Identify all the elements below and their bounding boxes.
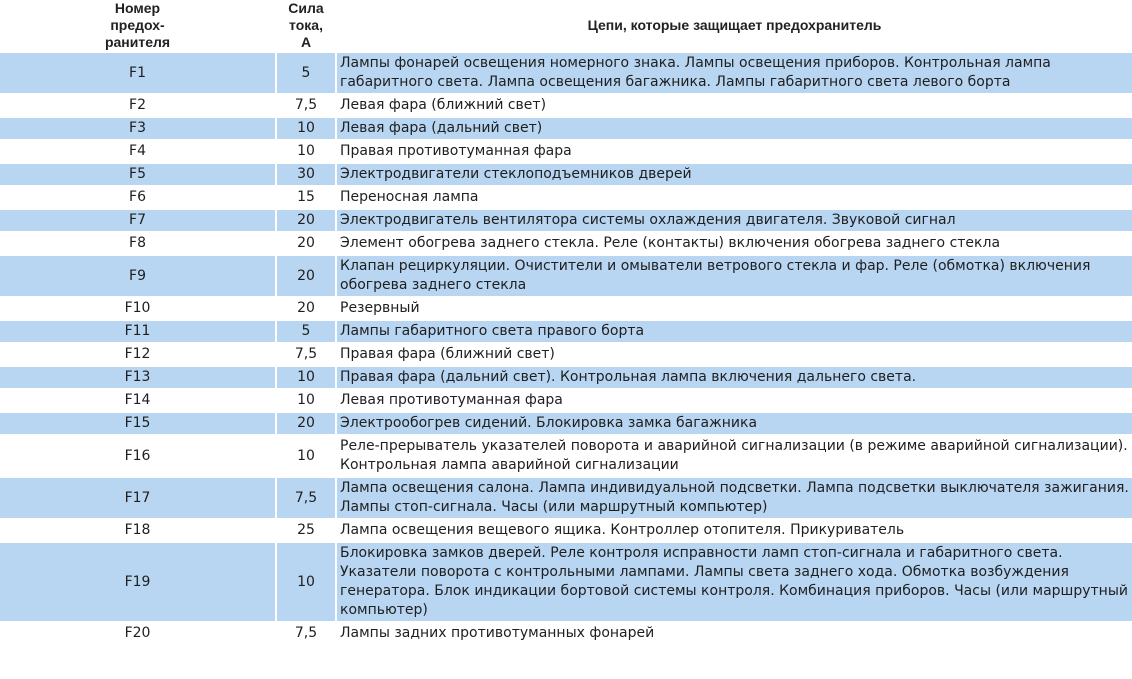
table-row [0, 141, 1132, 162]
fuse-number-cell: F14 [0, 390, 275, 411]
fuse-number-cell: F5 [0, 164, 275, 185]
current-cell: 7,5 [277, 95, 335, 116]
table-row [0, 118, 1132, 139]
fuse-rows [0, 53, 1132, 644]
circuits-cell: Левая фара (ближний свет) [337, 95, 1132, 116]
current-cell: 7,5 [277, 344, 335, 365]
fuse-number-cell: F8 [0, 233, 275, 254]
table-row [0, 520, 1132, 541]
table-row [0, 367, 1132, 388]
circuits-cell: Лампы фонарей освещения номерного знака. Лампы освещения приборов. Контрольная лампа габаритного света. Лампа освещения багажника. Лампы габаритного света левого борта [337, 53, 1132, 93]
table-row [0, 436, 1132, 476]
header-circuits-text: Цепи, которые защищает предохранитель [587, 16, 882, 33]
circuits-cell: Клапан рециркуляции. Очистители и омыватели ветрового стекла и фар. Реле (обмотка) включения обогрева заднего стекла [337, 256, 1132, 296]
current-cell: 20 [277, 298, 335, 319]
header-fuse-number [0, 0, 275, 51]
fuse-number-cell: F1 [0, 53, 275, 93]
table-row [0, 344, 1132, 365]
table-row [0, 164, 1132, 185]
table-row [0, 53, 1132, 93]
circuits-cell: Элемент обогрева заднего стекла. Реле (контакты) включения обогрева заднего стекла [337, 233, 1132, 254]
fuse-number-cell: F15 [0, 413, 275, 434]
circuits-cell: Левая противотуманная фара [337, 390, 1132, 411]
current-cell: 15 [277, 187, 335, 208]
fuse-number-cell: F4 [0, 141, 275, 162]
table-row [0, 413, 1132, 434]
current-cell: 10 [277, 367, 335, 388]
current-cell: 20 [277, 210, 335, 231]
fuse-number-cell: F10 [0, 298, 275, 319]
current-cell: 10 [277, 141, 335, 162]
fuse-number-cell: F12 [0, 344, 275, 365]
circuits-cell: Переносная лампа [337, 187, 1132, 208]
current-cell: 10 [277, 436, 335, 476]
circuits-cell: Реле-прерыватель указателей поворота и аварийной сигнализации (в режиме аварийной сигнализации). Контрольная лампа аварийной сигнализации [337, 436, 1132, 476]
current-cell: 30 [277, 164, 335, 185]
fuse-number-cell: F3 [0, 118, 275, 139]
current-cell: 7,5 [277, 478, 335, 518]
fuse-number-cell: F9 [0, 256, 275, 296]
circuits-cell: Правая фара (дальний свет). Контрольная лампа включения дальнего света. [337, 367, 1132, 388]
header-current-text: Сила тока, А [288, 0, 324, 50]
circuits-cell: Правая фара (ближний свет) [337, 344, 1132, 365]
header-circuits [337, 0, 1132, 51]
fuse-number-cell: F17 [0, 478, 275, 518]
current-cell: 20 [277, 256, 335, 296]
current-cell: 25 [277, 520, 335, 541]
current-cell: 7,5 [277, 623, 335, 644]
table-row [0, 543, 1132, 621]
table-row [0, 210, 1132, 231]
table-row [0, 256, 1132, 296]
fuse-number-cell: F20 [0, 623, 275, 644]
current-cell: 20 [277, 413, 335, 434]
fuse-number-cell: F19 [0, 543, 275, 621]
circuits-cell: Лампы габаритного света правого борта [337, 321, 1132, 342]
fuse-number-cell: F2 [0, 95, 275, 116]
fuse-number-cell: F13 [0, 367, 275, 388]
table-row [0, 95, 1132, 116]
circuits-cell: Электрообогрев сидений. Блокировка замка багажника [337, 413, 1132, 434]
fuse-number-cell: F18 [0, 520, 275, 541]
current-cell: 5 [277, 321, 335, 342]
table-row [0, 623, 1132, 644]
current-cell: 5 [277, 53, 335, 93]
circuits-cell: Лампы задних противотуманных фонарей [337, 623, 1132, 644]
fuse-number-cell: F7 [0, 210, 275, 231]
circuits-cell: Резервный [337, 298, 1132, 319]
circuits-cell: Электродвигатели стеклоподъемников дверей [337, 164, 1132, 185]
current-cell: 20 [277, 233, 335, 254]
table-row [0, 390, 1132, 411]
table-row [0, 321, 1132, 342]
current-cell: 10 [277, 390, 335, 411]
circuits-cell: Левая фара (дальний свет) [337, 118, 1132, 139]
table-row [0, 478, 1132, 518]
fuse-number-cell: F11 [0, 321, 275, 342]
fuse-number-cell: F6 [0, 187, 275, 208]
fuse-number-cell: F16 [0, 436, 275, 476]
table-row [0, 233, 1132, 254]
table-header-row [0, 0, 1132, 51]
current-cell: 10 [277, 543, 335, 621]
circuits-cell: Электродвигатель вентилятора системы охлаждения двигателя. Звуковой сигнал [337, 210, 1132, 231]
circuits-cell: Правая противотуманная фара [337, 141, 1132, 162]
table-row [0, 298, 1132, 319]
circuits-cell: Блокировка замков дверей. Реле контроля исправности ламп стоп-сигнала и габаритного света. Указатели поворота с контрольными лампами. Лампы света заднего хода. Обмотка возбуждения генератора. Блок индикации бортовой системы контроля. Комбинация приборов. Часы (или маршрутный компьютер) [337, 543, 1132, 621]
table-row [0, 187, 1132, 208]
current-cell: 10 [277, 118, 335, 139]
circuits-cell: Лампа освещения вещевого ящика. Контроллер отопителя. Прикуриватель [337, 520, 1132, 541]
circuits-cell: Лампа освещения салона. Лампа индивидуальной подсветки. Лампа подсветки выключателя зажигания. Лампы стоп-сигнала. Часы (или маршрутный компьютер) [337, 478, 1132, 518]
header-fuse-number-text: Номер предох- ранителя [104, 0, 171, 50]
header-current [277, 0, 335, 51]
